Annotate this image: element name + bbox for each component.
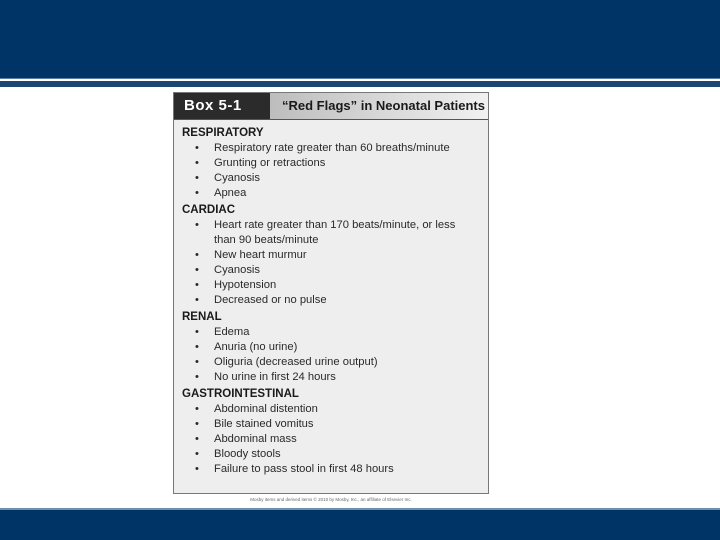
- box-header: [174, 93, 488, 120]
- section-heading-renal: RENAL: [182, 311, 222, 323]
- box-body: [174, 120, 488, 477]
- section-heading-gastrointestinal: GASTROINTESTINAL: [182, 388, 299, 400]
- list-item: • Hypotension: [182, 278, 480, 293]
- list-item: • Heart rate greater than 170 beats/minute, or less than 90 beats/minute: [182, 218, 480, 248]
- list-item: • Cyanosis: [182, 171, 480, 186]
- list-item: • Abdominal mass: [182, 432, 480, 447]
- header-stripe: [0, 81, 720, 87]
- list-item: • Anuria (no urine): [182, 340, 480, 355]
- section-heading-respiratory: RESPIRATORY: [182, 127, 264, 139]
- list-item: • Cyanosis: [182, 263, 480, 278]
- list-item: • Failure to pass stool in first 48 hours: [182, 462, 480, 477]
- list-item: • Apnea: [182, 186, 480, 201]
- header-rule: [0, 78, 720, 79]
- list-item: • No urine in first 24 hours: [182, 370, 480, 385]
- list-item: • Respiratory rate greater than 60 breaths/minute: [182, 141, 480, 156]
- list-item: • Bloody stools: [182, 447, 480, 462]
- list-item: • Abdominal distention: [182, 402, 480, 417]
- copyright-credit: Mosby items and derived items © 2010 by Mosby, Inc., an affiliate of Elsevier Inc.: [250, 497, 412, 502]
- list-item: • Oliguria (decreased urine output): [182, 355, 480, 370]
- red-flags-box: [173, 92, 489, 494]
- header-band: [0, 0, 720, 78]
- list-item: • Grunting or retractions: [182, 156, 480, 171]
- section-heading-cardiac: CARDIAC: [182, 204, 236, 216]
- list-item: • Edema: [182, 325, 480, 340]
- box-title: “Red Flags” in Neonatal Patients: [270, 93, 488, 119]
- list-cardiac: [182, 218, 480, 308]
- list-renal: [182, 325, 480, 385]
- list-item: • Bile stained vomitus: [182, 417, 480, 432]
- box-number: Box 5-1: [174, 93, 270, 119]
- list-respiratory: [182, 141, 480, 201]
- list-item: • Decreased or no pulse: [182, 293, 480, 308]
- footer-band: [0, 510, 720, 540]
- list-item: • New heart murmur: [182, 248, 480, 263]
- list-gastrointestinal: [182, 402, 480, 477]
